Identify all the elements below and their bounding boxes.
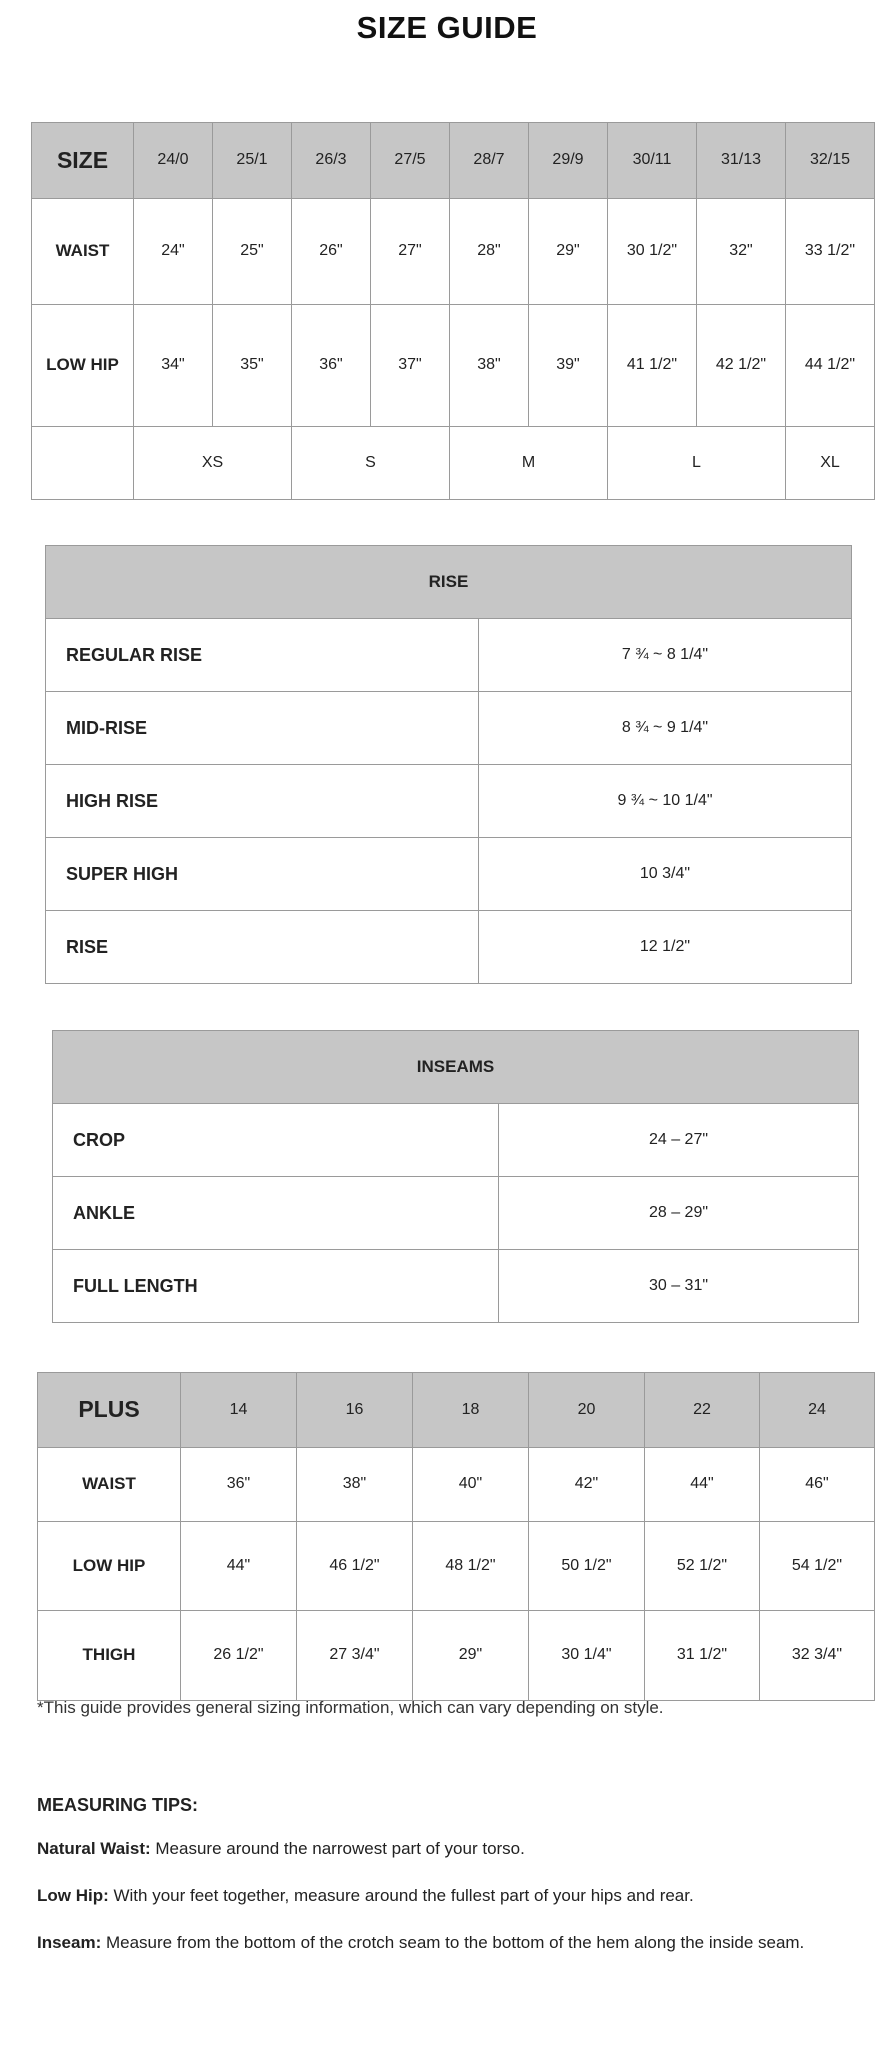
size-header-cell: 32/15 [786, 123, 875, 199]
inseam-row [53, 1250, 859, 1323]
plus-cell: 46 1/2" [297, 1522, 413, 1611]
waist-cell: 26" [292, 199, 371, 305]
rise-value: 8 ¾ ~ 9 1/4" [479, 692, 852, 765]
plus-header-cell: 14 [181, 1373, 297, 1448]
plus-cell: 44" [645, 1448, 760, 1522]
size-header-cell: 24/0 [134, 123, 213, 199]
hip-cell: 37" [371, 305, 450, 427]
waist-row [32, 199, 875, 305]
tip-item [37, 1882, 867, 1910]
inseam-value: 24 – 27" [499, 1104, 859, 1177]
inseam-row [53, 1177, 859, 1250]
hip-cell: 35" [213, 305, 292, 427]
rise-row [46, 838, 852, 911]
tip-term: Natural Waist: [37, 1839, 151, 1858]
size-group-row [32, 427, 875, 500]
plus-row-label: THIGH [38, 1611, 181, 1701]
waist-label: WAIST [32, 199, 134, 305]
plus-header-row [38, 1373, 875, 1448]
inseam-label: FULL LENGTH [53, 1250, 499, 1323]
plus-header-cell: 24 [760, 1373, 875, 1448]
rise-label: SUPER HIGH [46, 838, 479, 911]
size-header-cell: 26/3 [292, 123, 371, 199]
empty-cell [32, 427, 134, 500]
inseams-header: INSEAMS [53, 1031, 859, 1104]
plus-header-cell: PLUS [38, 1373, 181, 1448]
plus-waist-row [38, 1448, 875, 1522]
plus-cell: 30 1/4" [529, 1611, 645, 1701]
rise-value: 9 ¾ ~ 10 1/4" [479, 765, 852, 838]
plus-cell: 50 1/2" [529, 1522, 645, 1611]
plus-cell: 54 1/2" [760, 1522, 875, 1611]
waist-cell: 32" [697, 199, 786, 305]
waist-cell: 28" [450, 199, 529, 305]
measuring-tips [37, 1795, 867, 1976]
plus-header-cell: 18 [413, 1373, 529, 1448]
tip-text: Measure around the narrowest part of your torso. [150, 1839, 525, 1858]
hip-cell: 42 1/2" [697, 305, 786, 427]
page-title: SIZE GUIDE [356, 10, 538, 45]
inseam-row [53, 1104, 859, 1177]
plus-cell: 36" [181, 1448, 297, 1522]
rise-header: RISE [46, 546, 852, 619]
size-table [31, 122, 875, 500]
rise-value: 10 3/4" [479, 838, 852, 911]
plus-thigh-row [38, 1611, 875, 1701]
tip-term: Low Hip: [37, 1886, 109, 1906]
hip-cell: 34" [134, 305, 213, 427]
tip-term: Inseam: [37, 1933, 102, 1953]
size-header-cell: 25/1 [213, 123, 292, 199]
size-header-cell: 29/9 [529, 123, 608, 199]
rise-label: MID-RISE [46, 692, 479, 765]
inseam-value: 30 – 31" [499, 1250, 859, 1323]
plus-cell: 46" [760, 1448, 875, 1522]
plus-cell: 31 1/2" [645, 1611, 760, 1701]
size-header-cell: 28/7 [450, 123, 529, 199]
inseam-label: ANKLE [53, 1177, 499, 1250]
size-header-cell: 30/11 [608, 123, 697, 199]
rise-label: REGULAR RISE [46, 619, 479, 692]
rise-header-row [46, 546, 852, 619]
tip-item [37, 1929, 867, 1957]
plus-header-cell: 20 [529, 1373, 645, 1448]
hip-cell: 39" [529, 305, 608, 427]
plus-cell: 26 1/2" [181, 1611, 297, 1701]
plus-table [37, 1372, 875, 1701]
plus-row-label: WAIST [38, 1448, 181, 1522]
plus-cell: 38" [297, 1448, 413, 1522]
plus-header-cell: 16 [297, 1373, 413, 1448]
size-header-row [32, 123, 875, 199]
low-hip-row [32, 305, 875, 427]
rise-row [46, 619, 852, 692]
waist-cell: 33 1/2" [786, 199, 875, 305]
plus-cell: 29" [413, 1611, 529, 1701]
plus-cell: 32 3/4" [760, 1611, 875, 1701]
rise-row [46, 692, 852, 765]
plus-cell: 27 3/4" [297, 1611, 413, 1701]
rise-value: 12 1/2" [479, 911, 852, 984]
sizing-note: *This guide provides general sizing information, which can vary depending on style. [37, 1698, 664, 1717]
waist-cell: 29" [529, 199, 608, 305]
tip-item [37, 1835, 867, 1863]
waist-cell: 25" [213, 199, 292, 305]
size-header-cell: SIZE [32, 123, 134, 199]
size-header-cell: 27/5 [371, 123, 450, 199]
size-group-cell: L [608, 427, 786, 500]
size-header-cell: 31/13 [697, 123, 786, 199]
tip-text: Measure from the bottom of the crotch seam to the bottom of the hem along the inside seam. [101, 1933, 805, 1953]
plus-low-hip-row [38, 1522, 875, 1611]
rise-table [45, 545, 852, 984]
plus-cell: 44" [181, 1522, 297, 1611]
size-group-cell: XL [786, 427, 875, 500]
tip-text: With your feet together, measure around the fullest part of your hips and rear. [108, 1886, 694, 1906]
inseam-label: CROP [53, 1104, 499, 1177]
plus-header-cell: 22 [645, 1373, 760, 1448]
plus-cell: 52 1/2" [645, 1522, 760, 1611]
size-group-cell: XS [134, 427, 292, 500]
waist-cell: 27" [371, 199, 450, 305]
plus-row-label: LOW HIP [38, 1522, 181, 1611]
tips-heading: MEASURING TIPS: [37, 1795, 199, 1815]
rise-value: 7 ¾ ~ 8 1/4" [479, 619, 852, 692]
waist-cell: 30 1/2" [608, 199, 697, 305]
inseams-table [52, 1030, 859, 1323]
inseam-value: 28 – 29" [499, 1177, 859, 1250]
hip-cell: 36" [292, 305, 371, 427]
hip-cell: 41 1/2" [608, 305, 697, 427]
rise-label: RISE [46, 911, 479, 984]
size-group-cell: M [450, 427, 608, 500]
plus-cell: 48 1/2" [413, 1522, 529, 1611]
rise-row [46, 765, 852, 838]
inseams-header-row [53, 1031, 859, 1104]
waist-cell: 24" [134, 199, 213, 305]
rise-label: HIGH RISE [46, 765, 479, 838]
hip-cell: 38" [450, 305, 529, 427]
low-hip-label: LOW HIP [32, 305, 134, 427]
hip-cell: 44 1/2" [786, 305, 875, 427]
plus-cell: 42" [529, 1448, 645, 1522]
plus-cell: 40" [413, 1448, 529, 1522]
rise-row [46, 911, 852, 984]
size-group-cell: S [292, 427, 450, 500]
